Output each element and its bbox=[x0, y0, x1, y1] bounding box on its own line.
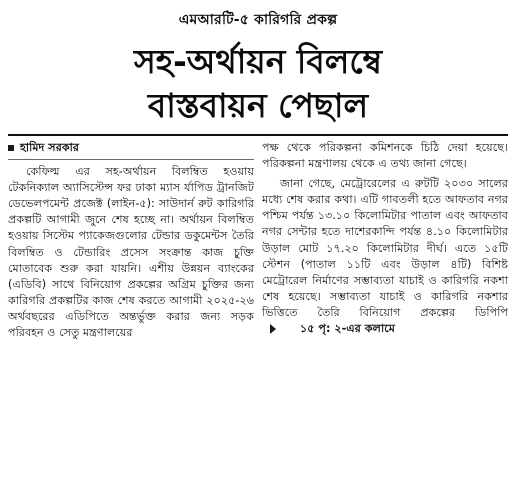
headline-line-1: সহ-অর্থায়ন বিলম্বে bbox=[133, 42, 383, 81]
byline-square-icon bbox=[8, 145, 14, 151]
right-paragraph-2 bbox=[262, 176, 508, 339]
headline-line-2: বাস্তবায়ন পেছাল bbox=[147, 86, 369, 125]
left-column bbox=[8, 140, 254, 341]
right-paragraph-2-text: জানা গেছে, মেট্রোরেলের এ রুটটি ২০৩০ সালের মধ্যে শেষ করার কথা। এটি গাবতলী হতে আফতাব নগর পশ্চিম পর্যন্ত ১৩.১০ কিলোমিটার পাতাল এবং আফতাব নগর সেন্টার হতে দাশেরকান্দি পর্যন্ত ৪.১০ কিলোমিটার উড়াল মোট ১৭.২০ কিলোমিটার দীর্ঘ। এতে ১৫টি স্টেশন (পাতাল ১১টি এবং উড়াল ৪টি) বিশিষ্ট মেট্রোরেল নির্মাণের সম্ভাব্যতা যাচাই ও কারিগরি নকশা শেষ হয়েছে। সম্ভাব্যতা যাচাই ও কারিগরি নকশার ভিত্তিতে তৈরি বিনিয়োগ প্রকল্পের ডিপিপি bbox=[262, 177, 508, 319]
kicker-text: এমআরটি-৫ কারিগরি প্রকল্প bbox=[178, 12, 338, 28]
byline bbox=[8, 140, 254, 156]
right-column bbox=[262, 140, 508, 341]
left-paragraph-1: কেফিল্ম এর সহ-অর্থায়ন বিলম্বিত হওয়ায় টেকনিক্যাল অ্যাসিস্টেন্স ফর ঢাকা ম্যাস র্যাপিড ট্রানজিট ডেভেলপমেন্ট প্রজেক্ট (লাইন-৫): সাউদার্ন রুট কারিগরি প্রকল্পটি আগামী জুনে শেষ হচ্ছে না। অর্থায়ন বিলম্বিত হওয়ায় সিস্টেম প্যাকেজগুলোর টেন্ডার ডকুমেন্টস তৈরি বিলম্বিত ও টেন্ডারিং প্রসেস সংক্রান্ত কাজ চুক্তি মোতাবেক শুরু করা যায়নি। এশীয় উন্নয়ন ব্যাংকের (এডিবি) সাথে বিনিয়োগ প্রকল্পের অগ্রিম চুক্তির জন্য কারিগরি প্রকল্পটির কাজ শেষ করতে আগামী ২০২৫-২৬ অর্থবছরের এডিপিতে অন্তর্ভুক্ত করার জন্য সড়ক পরিবহন ও সেতু মন্ত্রণালয়ের bbox=[8, 165, 254, 340]
continued-label: ১৫ পৃ: ২-এর কলামে bbox=[300, 322, 395, 336]
headline-divider bbox=[8, 134, 508, 136]
headline bbox=[8, 40, 508, 128]
right-paragraph-1: পক্ষ থেকে পরিকল্পনা কমিশনকে চিঠি দেয়া হয়েছে। পরিকল্পনা মন্ত্রণালয় থেকে এ তথ্য জানা গেছে। bbox=[262, 141, 508, 171]
continued-jump bbox=[270, 321, 395, 337]
byline-divider bbox=[8, 159, 254, 160]
article-body bbox=[8, 140, 508, 341]
continue-arrow-icon bbox=[270, 324, 276, 334]
byline-author: হামিদ সরকার bbox=[20, 141, 80, 154]
